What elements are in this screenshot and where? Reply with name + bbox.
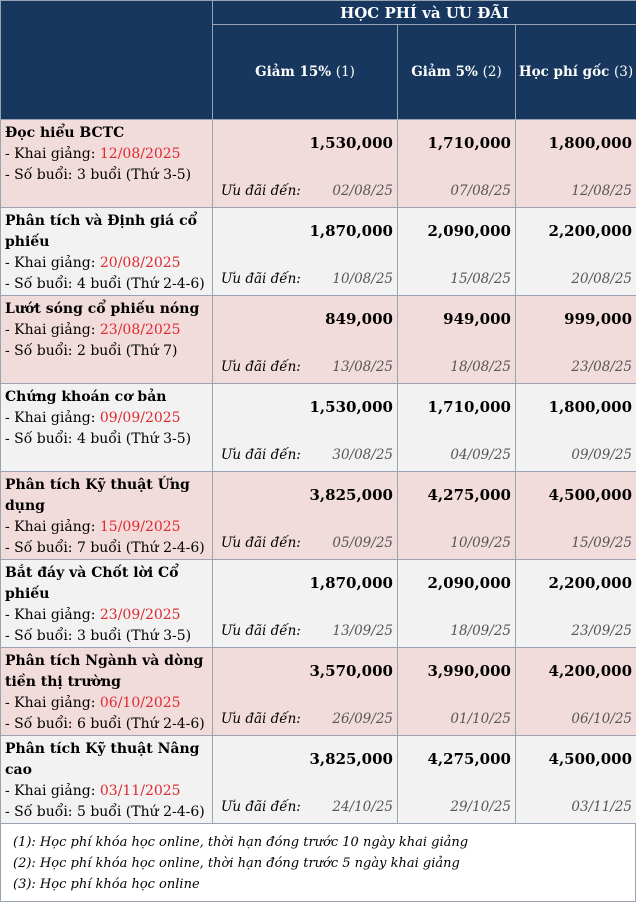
- price-cell-original: [516, 648, 636, 736]
- start-label: - Khai giảng:: [5, 519, 100, 535]
- start-date: 20/08/2025: [99, 255, 181, 271]
- course-sessions: - Số buổi: 4 buổi (Thứ 3-5): [5, 431, 192, 447]
- course-name: Phân tích Kỹ thuật Ứng dụng: [5, 477, 190, 514]
- deadline-15: 30/08/25: [332, 447, 393, 463]
- column-note: (3): [614, 64, 634, 80]
- price-cell-original: [516, 296, 636, 384]
- column-note: (1): [335, 64, 355, 80]
- price-15: 1,530,000: [309, 398, 393, 416]
- deadline-15: 05/09/25: [332, 535, 393, 551]
- course-start-line: [5, 605, 208, 626]
- price-cell-original: [516, 208, 636, 296]
- deadline-5: 29/10/25: [450, 799, 511, 815]
- price-original: 4,200,000: [548, 662, 633, 680]
- start-date: 06/10/2025: [99, 695, 181, 711]
- price-cell-original: [516, 472, 636, 560]
- table-row: [1, 384, 636, 472]
- column-note: (2): [482, 64, 502, 80]
- start-date: 15/09/2025: [99, 519, 181, 535]
- course-start-line: [5, 144, 208, 165]
- course-info-cell: [1, 736, 213, 824]
- column-header-original: [516, 25, 636, 120]
- column-label: Học phí gốc: [518, 64, 610, 80]
- price-15: 849,000: [325, 310, 393, 328]
- course-sessions: - Số buổi: 6 buổi (Thứ 2-4-6): [5, 716, 205, 732]
- promo-label: Ưu đãi đến:: [221, 535, 301, 551]
- price-15: 1,530,000: [309, 134, 393, 152]
- deadline-original: 09/09/25: [571, 447, 633, 463]
- course-info-cell: [1, 208, 213, 296]
- course-rows: [1, 120, 636, 824]
- price-cell-15: [213, 384, 398, 472]
- price-original: 4,500,000: [548, 486, 633, 504]
- price-15: 1,870,000: [309, 222, 393, 240]
- price-cell-15: [213, 208, 398, 296]
- deadline-original: 12/08/25: [571, 183, 633, 199]
- price-cell-15: [213, 648, 398, 736]
- start-label: - Khai giảng:: [5, 607, 100, 623]
- deadline-original: 06/10/25: [571, 711, 633, 727]
- start-date: 23/08/2025: [99, 322, 181, 338]
- table-row: [1, 120, 636, 208]
- price-original: 2,200,000: [548, 222, 633, 240]
- price-cell-15: [213, 736, 398, 824]
- deadline-5: 15/08/25: [450, 271, 511, 287]
- price-cell-15: [213, 296, 398, 384]
- column-header-15: [213, 25, 398, 120]
- price-cell-15: [213, 472, 398, 560]
- start-date: 09/09/2025: [99, 410, 181, 426]
- course-sessions: - Số buổi: 5 buổi (Thứ 2-4-6): [5, 804, 205, 820]
- course-name: Đọc hiểu BCTC: [5, 125, 125, 141]
- footnote: (1): Học phí khóa học online, thời hạn đóng trước 10 ngày khai giảng: [13, 835, 469, 850]
- deadline-5: 04/09/25: [450, 447, 511, 463]
- start-label: - Khai giảng:: [5, 783, 100, 799]
- price-15: 3,825,000: [309, 750, 393, 768]
- start-date: 03/11/2025: [99, 783, 181, 799]
- footnote: (2): Học phí khóa học online, thời hạn đóng trước 5 ngày khai giảng: [13, 856, 460, 871]
- deadline-15: 02/08/25: [332, 183, 393, 199]
- course-info-cell: [1, 560, 213, 648]
- course-sessions: - Số buổi: 3 buổi (Thứ 3-5): [5, 167, 192, 183]
- price-5: 4,275,000: [427, 486, 511, 504]
- course-sessions: - Số buổi: 7 buổi (Thứ 2-4-6): [5, 540, 205, 556]
- promo-label: Ưu đãi đến:: [221, 799, 301, 815]
- price-cell-original: [516, 560, 636, 648]
- price-15: 1,870,000: [309, 574, 393, 592]
- price-cell-original: [516, 384, 636, 472]
- start-label: - Khai giảng:: [5, 695, 100, 711]
- course-name: Bắt đáy và Chốt lời Cổ phiếu: [5, 565, 179, 602]
- course-name: Lướt sóng cổ phiếu nóng: [5, 301, 200, 317]
- price-cell-5: [398, 472, 516, 560]
- price-cell-5: [398, 560, 516, 648]
- table-row: [1, 296, 636, 384]
- table-row: [1, 208, 636, 296]
- promo-label: Ưu đãi đến:: [221, 623, 301, 639]
- course-info-cell: [1, 472, 213, 560]
- deadline-5: 18/09/25: [450, 623, 511, 639]
- course-info-cell: [1, 384, 213, 472]
- price-cell-5: [398, 120, 516, 208]
- price-5: 949,000: [443, 310, 511, 328]
- price-original: 2,200,000: [548, 574, 633, 592]
- footnote: (3): Học phí khóa học online: [13, 877, 200, 892]
- start-date: 23/09/2025: [99, 607, 181, 623]
- price-cell-5: [398, 208, 516, 296]
- promo-label: Ưu đãi đến:: [221, 183, 301, 199]
- deadline-5: 01/10/25: [450, 711, 511, 727]
- table-row: [1, 472, 636, 560]
- table-row: [1, 736, 636, 824]
- deadline-5: 18/08/25: [450, 359, 511, 375]
- price-5: 1,710,000: [427, 134, 511, 152]
- promo-label: Ưu đãi đến:: [221, 447, 301, 463]
- table-row: [1, 648, 636, 736]
- price-5: 3,990,000: [427, 662, 511, 680]
- deadline-original: 15/09/25: [571, 535, 633, 551]
- table-title: HỌC PHÍ và ƯU ĐÃI: [213, 1, 636, 25]
- start-label: - Khai giảng:: [5, 410, 100, 426]
- deadline-original: 23/09/25: [571, 623, 633, 639]
- start-date: 12/08/2025: [99, 146, 181, 162]
- price-cell-5: [398, 736, 516, 824]
- column-label: Giảm 5%: [411, 64, 478, 80]
- course-sessions: - Số buổi: 2 buổi (Thứ 7): [5, 343, 178, 359]
- price-cell-15: [213, 120, 398, 208]
- header-blank-cell: [1, 1, 213, 120]
- course-sessions: - Số buổi: 4 buổi (Thứ 2-4-6): [5, 276, 205, 292]
- start-label: - Khai giảng:: [5, 146, 100, 162]
- deadline-original: 03/11/25: [571, 799, 633, 815]
- price-original: 4,500,000: [548, 750, 633, 768]
- course-start-line: [5, 781, 208, 802]
- course-start-line: [5, 253, 208, 274]
- price-cell-5: [398, 648, 516, 736]
- price-15: 3,825,000: [309, 486, 393, 504]
- course-start-line: [5, 320, 208, 341]
- footnotes: [0, 824, 636, 902]
- price-5: 2,090,000: [427, 222, 511, 240]
- price-5: 1,710,000: [427, 398, 511, 416]
- column-label: Giảm 15%: [255, 64, 332, 80]
- course-start-line: [5, 408, 208, 429]
- course-name: Chứng khoán cơ bản: [5, 389, 167, 405]
- deadline-15: 13/08/25: [332, 359, 393, 375]
- promo-label: Ưu đãi đến:: [221, 711, 301, 727]
- price-original: 1,800,000: [548, 134, 633, 152]
- table-row: [1, 560, 636, 648]
- course-sessions: - Số buổi: 3 buổi (Thứ 3-5): [5, 628, 192, 644]
- column-header-5: [398, 25, 516, 120]
- price-5: 4,275,000: [427, 750, 511, 768]
- promo-label: Ưu đãi đến:: [221, 359, 301, 375]
- course-start-line: [5, 693, 208, 714]
- course-info-cell: [1, 648, 213, 736]
- price-cell-5: [398, 296, 516, 384]
- deadline-15: 10/08/25: [332, 271, 393, 287]
- course-start-line: [5, 517, 208, 538]
- deadline-5: 10/09/25: [450, 535, 511, 551]
- price-15: 3,570,000: [309, 662, 393, 680]
- price-5: 2,090,000: [427, 574, 511, 592]
- price-original: 1,800,000: [548, 398, 633, 416]
- price-cell-5: [398, 384, 516, 472]
- deadline-15: 24/10/25: [332, 799, 393, 815]
- price-cell-15: [213, 560, 398, 648]
- price-original: 999,000: [564, 310, 633, 328]
- deadline-15: 13/09/25: [332, 623, 393, 639]
- course-name: Phân tích và Định giá cổ phiếu: [5, 213, 197, 250]
- start-label: - Khai giảng:: [5, 255, 100, 271]
- deadline-original: 23/08/25: [571, 359, 633, 375]
- promo-label: Ưu đãi đến:: [221, 271, 301, 287]
- course-info-cell: [1, 120, 213, 208]
- course-name: Phân tích Kỹ thuật Nâng cao: [5, 741, 200, 778]
- deadline-5: 07/08/25: [450, 183, 511, 199]
- deadline-original: 20/08/25: [571, 271, 633, 287]
- deadline-15: 26/09/25: [332, 711, 393, 727]
- start-label: - Khai giảng:: [5, 322, 100, 338]
- course-info-cell: [1, 296, 213, 384]
- price-cell-original: [516, 736, 636, 824]
- course-name: Phân tích Ngành và dòng tiền thị trường: [5, 653, 204, 690]
- price-cell-original: [516, 120, 636, 208]
